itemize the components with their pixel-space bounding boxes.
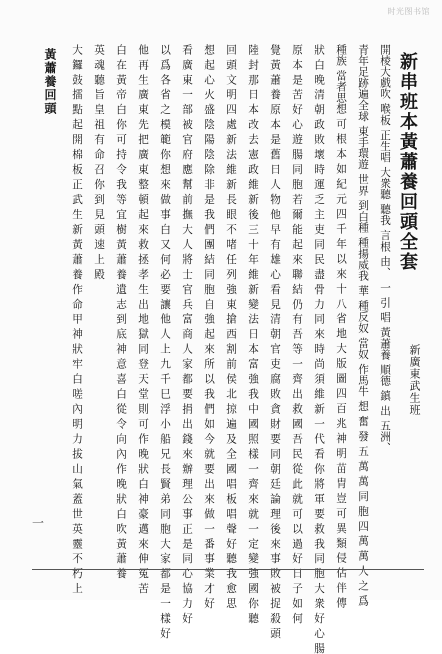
text-column-9: 想 起 心 火 盛 陰 陽 陰 除 非 是 我 們 團 結 同 胞 自 強 起 來 所 以 我 們 如 今 就 要 出 來 做 一 番 事 業 才 好 (203, 44, 215, 609)
text-column-4: 狀 白 晚 清 朝 政 敗 壞 時 運 乏 主 吏 同 民 盡 骨 力 同 來 時 尚 須 維 新 一 代 看 你 將 軍 要 救 我 同 胞 大 衆 好 心 腸 (313, 44, 325, 654)
text-column-3: 種族 當者思想 可 根 本 如 紀 元 四 千 年 以 來 十 八 省 地 大 版 圖 四 百 兆 神 明 苗 胄 豈 可 異 類 侵 佔 伴 傳 (335, 44, 347, 609)
text-column-12: 他 再 生 廣 東 先 把 廣 東 整 頓 起 來 救 拯 孝 生 出 地 獄 同 登 天 堂 則 可 作 晚 狀 白 神 豪 邁 來 伸 冤 苦 (137, 44, 149, 594)
text-column-11: 以 爲 各 省 之 模 範 你 想 來 做 事 白 又 何 必 要 讓 他 人 上 九 千 巳 浮 小 船 兄 長 賢 弟 同 胞 大 家 都 是 一 樣 好 (159, 44, 171, 639)
text-column-2: 青年足跡遍全球 東手環遊 世界 到白種 種揚威我 華 種反奴 當奴 作馬牛 想 奮 發 五 萬 萬 同 胞 四 萬 萬 人 之 爲 (357, 44, 369, 607)
text-column-7: 陸 封 那 日 本 改 去 憲 政 維 新 後 三 十 年 維 新 變 法 日 本 富 強 我 中 國 照 樣 一 齊 來 就 一 定 變 強 國 你 聽 (247, 44, 259, 624)
text-column-15: 大 鑼 鼓 擂 點 起 開 棉 板 正 武 生 新 黃 蕭 養 作 命 甲 神 狀 牢 白 嗟 內 明 力 拔 山 氣 蓋 世 英 靈 不 朽 上 (71, 44, 83, 594)
text-column-14: 英 魂 聽 旨 皇 祖 有 命 召 你 到 見 頭 速 上 殿 (93, 44, 105, 280)
troupe-byline: 新廣東武生班 (408, 344, 421, 416)
closing-heading: 黃蕭養回頭 (43, 48, 57, 116)
text-column-1: 開棱大戲吹 喉板 正生唱 大衆聽 聽我 言根 由、 一 引 唱 黃蕭養 順德 鎮 出 五洲、 (379, 44, 391, 454)
text-column-8: 回 頭 文 明 四 處 新 法 維 新 長 眼 不 啫 任 列 強 東 搶 西 割 前 侯 北 掠 遍 及 全 國 唱 板 唱 聲 好 聽 我 愈 思 (225, 44, 237, 609)
text-column-5: 原 本 是 苦 好 心 遊 腸 同 胞 若 爾 能 起 來 聯 結 仍 有 吾 等 一 齊 出 救 國 吾 民 從 此 就 可 以 過 好 日 子 如 何 (291, 44, 303, 624)
bottom-rule (32, 569, 424, 570)
text-column-6: 覺 黃 蕭 養 原 本 是 舊 日 人 物 他 早 有 雄 心 看 見 清 朝 官 吏 腐 敗 貪 財 要 同 朝 廷 論 理 後 來 事 敗 被 捉 殺 頭 (269, 44, 281, 639)
column-end-mark: 一 (32, 516, 45, 530)
vertical-text-page (32, 44, 424, 654)
document-title: 新串班本黃蕭養回頭全套 (397, 52, 418, 272)
watermark-text: 时光图书馆 (387, 7, 430, 16)
text-column-10: 看 廣 東 一 部 被 官 府 應 幫 前 撫 大 人 將 士 官 兵 富 商 人 家 都 要 捐 出 錢 來 辦 理 公 事 正 是 同 心 協 力 好 (181, 44, 193, 624)
text-column-13: 白 在 黃 帝 白 你 可 持 令 我 等 宜 樹 黃 蕭 養 遺 志 到 底 神 意 喜 白 從 令 向 內 作 晚 狀 白 吹 黃 蕭 養 (115, 44, 127, 579)
